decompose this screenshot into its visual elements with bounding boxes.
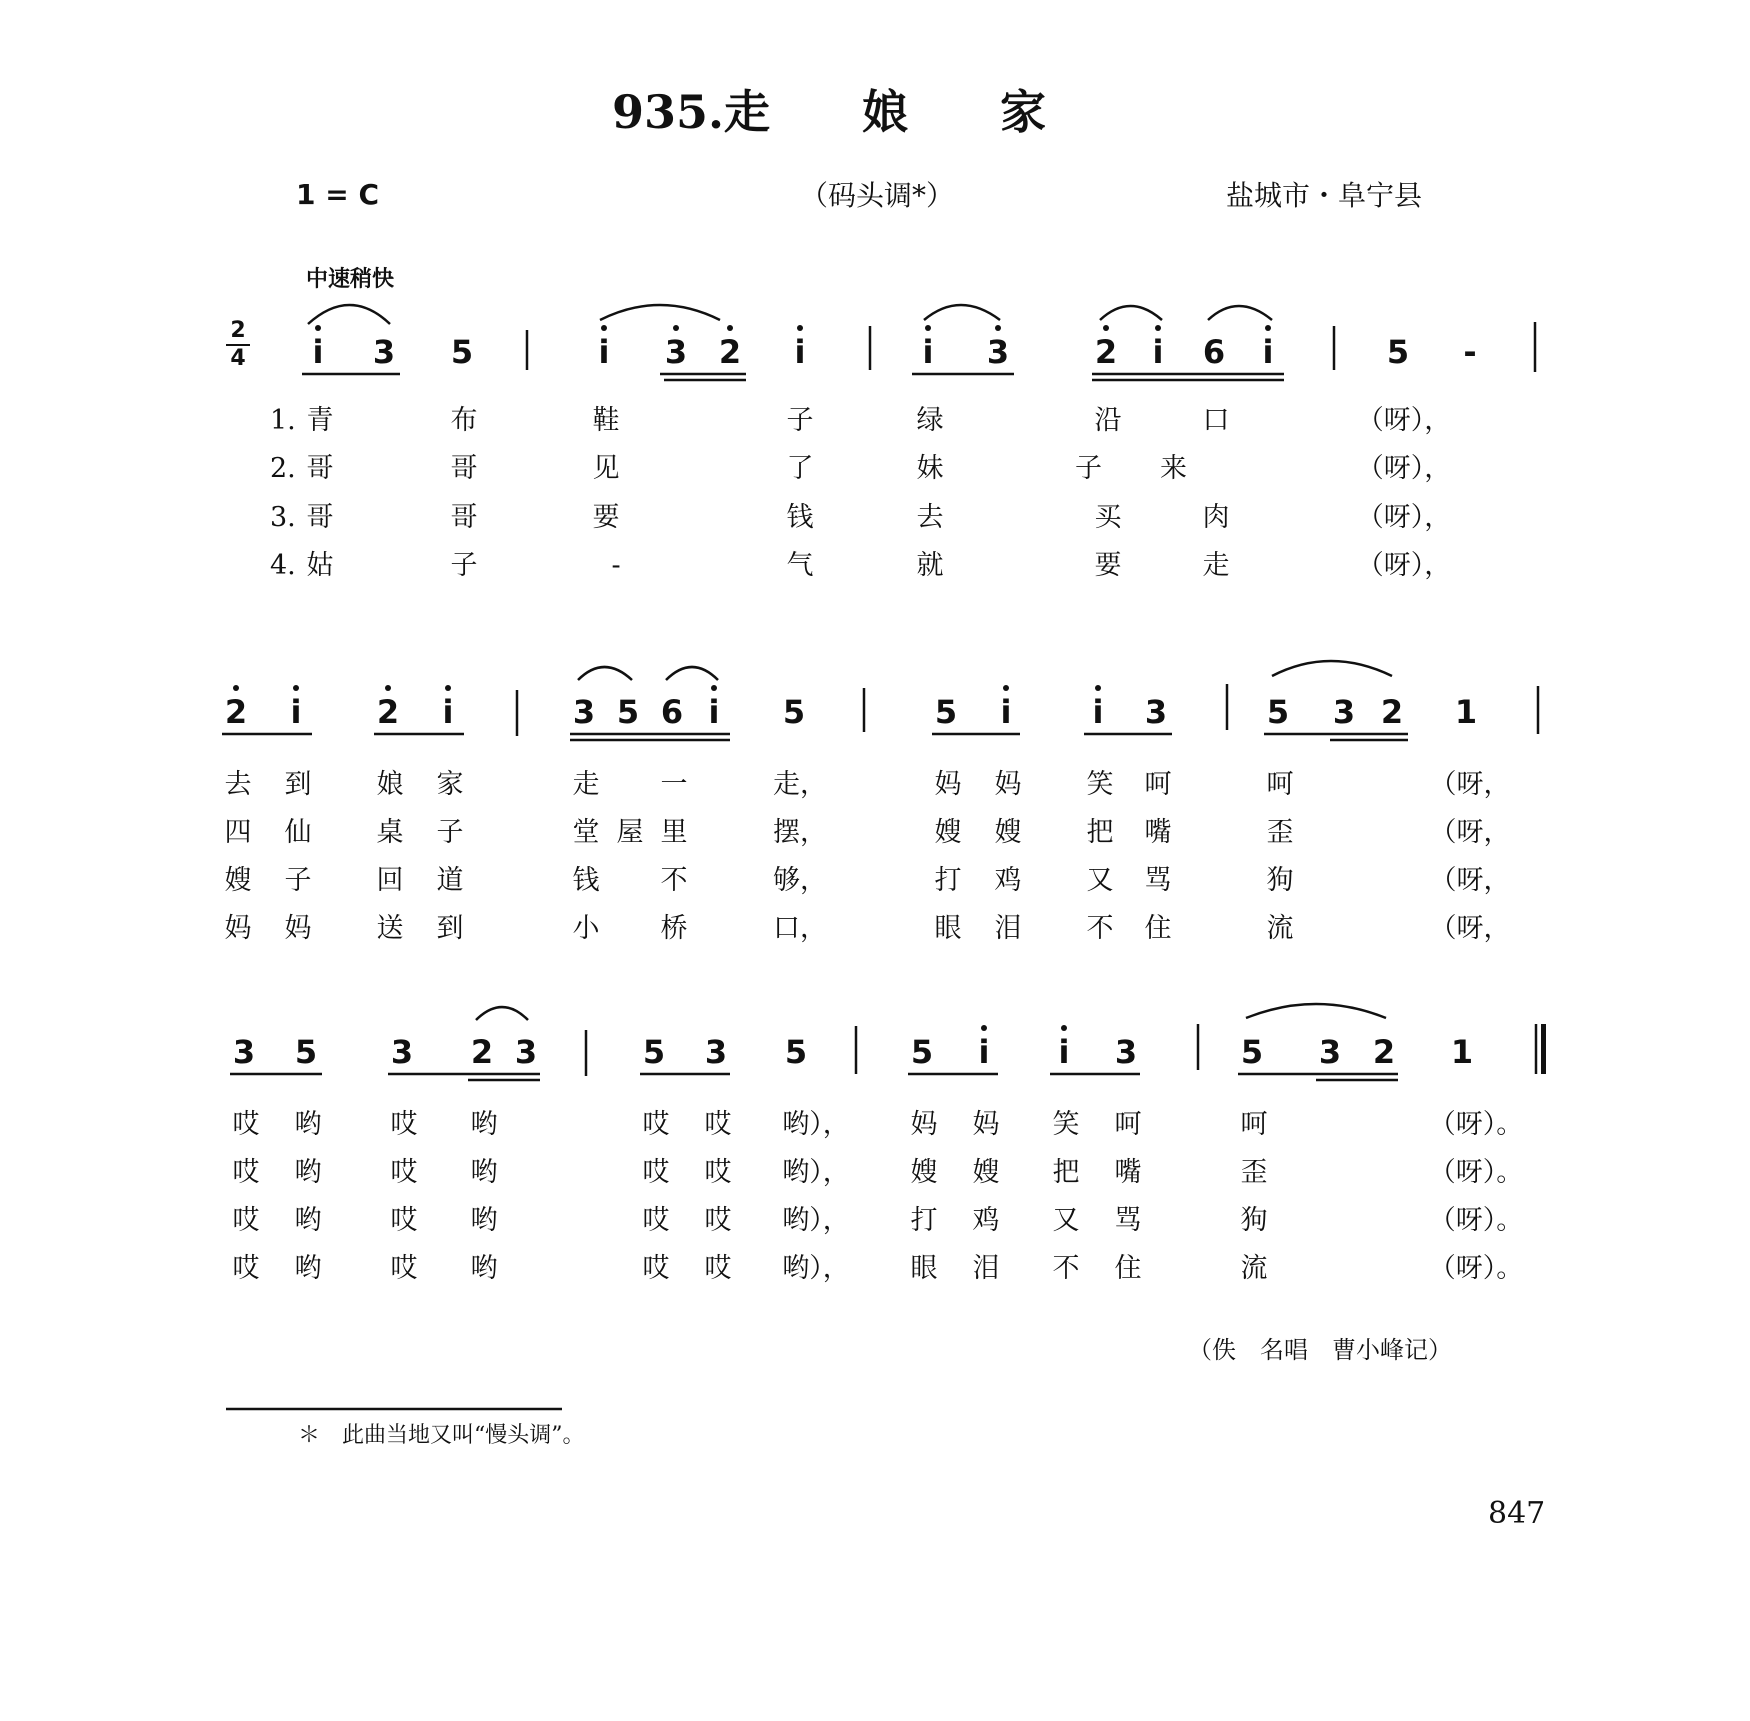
lyric: 仙	[284, 817, 312, 848]
lyric: 哎	[390, 1253, 418, 1284]
note: 5	[910, 1033, 934, 1071]
note: 5	[1240, 1033, 1264, 1071]
lyric: 妈	[224, 913, 252, 944]
note: i	[708, 693, 720, 731]
lyric: 姑	[306, 550, 334, 581]
lyric: 不	[1086, 913, 1114, 944]
octave-dot	[1265, 325, 1271, 331]
lyric: 哟	[294, 1109, 322, 1140]
note: 5	[934, 693, 958, 731]
lyric: 哎	[642, 1253, 670, 1284]
note: 3	[372, 333, 396, 371]
note: 3	[1114, 1033, 1138, 1071]
lyric: 哎	[232, 1109, 260, 1140]
lyric: 哟），	[782, 1157, 850, 1188]
lyric: 够，	[773, 865, 827, 896]
lyric: 哥	[450, 502, 478, 533]
lyric: 去	[224, 769, 252, 800]
lyric: 呵	[1144, 769, 1172, 800]
octave-dot	[601, 325, 607, 331]
lyric: 打	[934, 865, 962, 896]
lyric: （呀），	[1356, 550, 1452, 581]
lyric: 妈	[994, 769, 1022, 800]
lyric: 哟），	[782, 1109, 850, 1140]
lyric: 一	[660, 769, 688, 800]
subtitle: （码头调*）	[800, 179, 955, 212]
octave-dot	[1155, 325, 1161, 331]
lyric: 哥	[306, 453, 334, 484]
lyric: 哎	[642, 1157, 670, 1188]
lyric: 摆，	[773, 817, 827, 848]
note: 3	[1332, 693, 1356, 731]
note: 5	[784, 1033, 808, 1071]
lyric: （呀）。	[1428, 1253, 1524, 1284]
slur	[600, 305, 720, 320]
note: 5	[642, 1033, 666, 1071]
verse-label: 3.	[270, 502, 296, 533]
lyric: 子	[436, 817, 464, 848]
lyric: 布	[450, 405, 478, 436]
octave-dot	[1061, 1025, 1067, 1031]
lyric: 哎	[232, 1253, 260, 1284]
lyric: 走	[572, 769, 600, 800]
lyric: 走，	[773, 769, 827, 800]
lyric: 绿	[916, 405, 944, 436]
note: 3	[1318, 1033, 1342, 1071]
lyric: 家	[436, 769, 464, 800]
note: i	[442, 693, 454, 731]
note: i	[1000, 693, 1012, 731]
key-signature: 1 = C	[296, 178, 379, 211]
lyric: （呀，	[1429, 817, 1511, 848]
note: 5	[450, 333, 474, 371]
note: 1	[1454, 693, 1478, 731]
lyric: 歪	[1266, 817, 1294, 848]
octave-dot	[385, 685, 391, 691]
verse-label: 4.	[270, 550, 296, 581]
lyric: 送	[376, 913, 404, 944]
lyric: （呀，	[1429, 913, 1511, 944]
lyric: 青	[306, 405, 334, 436]
lyric: 里	[660, 817, 688, 848]
slur	[666, 667, 718, 680]
note: 3	[390, 1033, 414, 1071]
note: 5	[616, 693, 640, 731]
lyric: 要	[1094, 550, 1122, 581]
note: i	[794, 333, 806, 371]
lyric: 去	[916, 502, 944, 533]
octave-dot	[233, 685, 239, 691]
lyric: 哟	[470, 1205, 498, 1236]
note: 5	[782, 693, 806, 731]
footnote: ＊ 此曲当地又叫“慢头调”。	[298, 1423, 585, 1448]
credit: （佚 名唱 曹小峰记）	[1188, 1336, 1452, 1364]
note: 3	[572, 693, 596, 731]
lyric: 流	[1266, 913, 1294, 944]
lyric: 狗	[1266, 865, 1294, 896]
lyric: 堂	[572, 817, 600, 848]
note: i	[598, 333, 610, 371]
lyric: 哎	[390, 1157, 418, 1188]
lyric: 鸡	[994, 865, 1022, 896]
lyric: 哎	[704, 1205, 732, 1236]
note: -	[1463, 333, 1477, 371]
lyric: 呵	[1240, 1109, 1268, 1140]
lyric: 又	[1086, 865, 1114, 896]
lyric: 到	[436, 913, 464, 944]
lyric: 嫂	[910, 1157, 938, 1188]
octave-dot	[1003, 685, 1009, 691]
lyric: 哎	[642, 1109, 670, 1140]
lyric: 哎	[704, 1109, 732, 1140]
verse-label: 2.	[270, 453, 296, 484]
lyric: 口，	[773, 913, 827, 944]
lyric: 哎	[642, 1205, 670, 1236]
final-barline-thick	[1541, 1024, 1546, 1074]
octave-dot	[1103, 325, 1109, 331]
lyric: 泪	[972, 1253, 1000, 1284]
lyric: 哟	[470, 1157, 498, 1188]
octave-dot	[995, 325, 1001, 331]
verse-label: 1.	[270, 405, 296, 436]
note: i	[1262, 333, 1274, 371]
lyric: 哎	[704, 1157, 732, 1188]
note: 3	[514, 1033, 538, 1071]
note: i	[312, 333, 324, 371]
octave-dot	[925, 325, 931, 331]
octave-dot	[293, 685, 299, 691]
lyric: 桌	[376, 817, 404, 848]
lyric: 把	[1052, 1157, 1080, 1188]
octave-dot	[711, 685, 717, 691]
lyric: 哎	[232, 1157, 260, 1188]
lyric: （呀）。	[1428, 1109, 1524, 1140]
octave-dot	[315, 325, 321, 331]
page-number: 847	[1488, 1496, 1546, 1531]
note: 5	[1266, 693, 1290, 731]
lyric: 呵	[1114, 1109, 1142, 1140]
lyric: 子来	[1075, 453, 1245, 484]
slur	[308, 305, 390, 324]
lyric: 屋	[616, 817, 644, 848]
lyric: 骂	[1144, 865, 1172, 896]
lyric: （呀），	[1356, 405, 1452, 436]
lyric: 呵	[1266, 769, 1294, 800]
lyric: 嫂	[224, 865, 252, 896]
lyric: 妈	[972, 1109, 1000, 1140]
note: 2	[376, 693, 400, 731]
lyric: 不	[660, 865, 688, 896]
lyric: （呀）。	[1428, 1205, 1524, 1236]
lyric: （呀），	[1356, 502, 1452, 533]
lyric: 沿	[1094, 405, 1122, 436]
lyric: 住	[1114, 1253, 1142, 1284]
region: 盐城市・阜宁县	[1226, 179, 1423, 212]
lyric: 哟	[470, 1253, 498, 1284]
lyric: 见	[592, 453, 620, 484]
note: 2	[718, 333, 742, 371]
song-title: 935.走 娘 家	[612, 85, 1047, 139]
lyric: 哟），	[782, 1205, 850, 1236]
note: i	[1152, 333, 1164, 371]
lyric: 口	[1202, 405, 1230, 436]
lyric: 嘴	[1144, 817, 1172, 848]
lyric: 笑	[1052, 1109, 1080, 1140]
lyric: 桥	[660, 913, 688, 944]
lyric: 住	[1144, 913, 1172, 944]
note: i	[1058, 1033, 1070, 1071]
note: 5	[294, 1033, 318, 1071]
lyric: 泪	[994, 913, 1022, 944]
octave-dot	[673, 325, 679, 331]
slur	[578, 667, 632, 680]
lyric: 钱	[786, 502, 814, 533]
lyric: 鸡	[972, 1205, 1000, 1236]
lyric: 鞋	[592, 405, 620, 436]
lyric: 哥	[306, 502, 334, 533]
slur	[924, 305, 1000, 320]
lyric: 妈	[910, 1109, 938, 1140]
lyric: 眼	[934, 913, 962, 944]
lyric: 气	[786, 550, 814, 581]
note: 6	[660, 693, 684, 731]
lyric: 流	[1240, 1253, 1268, 1284]
lyric: 小	[572, 913, 600, 944]
lyric: 打	[910, 1205, 938, 1236]
time-signature-bottom: 4	[230, 346, 246, 371]
lyric: 哎	[390, 1205, 418, 1236]
lyric: 哟），	[782, 1253, 850, 1284]
note: i	[1092, 693, 1104, 731]
lyric: 了	[786, 453, 814, 484]
lyric: 妈	[934, 769, 962, 800]
slur	[1246, 1004, 1386, 1018]
lyric: 子	[786, 405, 814, 436]
note: 2	[1094, 333, 1118, 371]
slur	[1208, 306, 1272, 320]
note: 3	[1144, 693, 1168, 731]
note: 3	[986, 333, 1010, 371]
lyric: 哎	[704, 1253, 732, 1284]
lyric: 哎	[390, 1109, 418, 1140]
lyric: 妈	[284, 913, 312, 944]
note: i	[922, 333, 934, 371]
lyric: （呀）。	[1428, 1157, 1524, 1188]
octave-dot	[445, 685, 451, 691]
lyric: 肉	[1202, 502, 1230, 533]
lyric: 嫂	[994, 817, 1022, 848]
lyric: 买	[1094, 502, 1122, 533]
tempo-marking: 中速稍快	[306, 266, 395, 292]
lyric: 走	[1202, 550, 1230, 581]
note: 3	[704, 1033, 728, 1071]
lyric: 嘴	[1114, 1157, 1142, 1188]
lyric: 哎	[232, 1205, 260, 1236]
lyric: 嫂	[972, 1157, 1000, 1188]
lyric: 笑	[1086, 769, 1114, 800]
slur	[1272, 661, 1392, 676]
lyric: 又	[1052, 1205, 1080, 1236]
slur	[476, 1007, 528, 1020]
lyric: 到	[284, 769, 312, 800]
lyric: 眼	[910, 1253, 938, 1284]
octave-dot	[1095, 685, 1101, 691]
lyric: （呀，	[1429, 769, 1511, 800]
note: 2	[1380, 693, 1404, 731]
lyric: 不	[1052, 1253, 1080, 1284]
note: i	[290, 693, 302, 731]
lyric: 骂	[1114, 1205, 1142, 1236]
note: 3	[232, 1033, 256, 1071]
lyric: （呀），	[1356, 453, 1452, 484]
lyric: 嫂	[934, 817, 962, 848]
lyric: 子	[284, 865, 312, 896]
lyric: 回	[376, 865, 404, 896]
lyric: 钱	[572, 865, 600, 896]
octave-dot	[727, 325, 733, 331]
lyric: 狗	[1240, 1205, 1268, 1236]
note: 3	[664, 333, 688, 371]
lyric: 哟	[294, 1205, 322, 1236]
lyric: 哟	[294, 1253, 322, 1284]
note: i	[978, 1033, 990, 1071]
lyric: 妹	[916, 453, 944, 484]
lyric: 娘	[376, 769, 404, 800]
note: 5	[1386, 333, 1410, 371]
lyric: 哟	[294, 1157, 322, 1188]
lyric: （呀，	[1429, 865, 1511, 896]
note: 2	[1372, 1033, 1396, 1071]
octave-dot	[797, 325, 803, 331]
note: 6	[1202, 333, 1226, 371]
note: 2	[470, 1033, 494, 1071]
note: 1	[1450, 1033, 1474, 1071]
lyric: 就	[916, 550, 944, 581]
lyric: 四	[224, 817, 252, 848]
lyric: 道	[436, 865, 464, 896]
note: 2	[224, 693, 248, 731]
lyric: 哥	[450, 453, 478, 484]
lyric: 把	[1086, 817, 1114, 848]
lyric: 子	[450, 550, 478, 581]
lyric: -	[611, 550, 621, 581]
lyric: 歪	[1240, 1157, 1268, 1188]
octave-dot	[981, 1025, 987, 1031]
slur	[1100, 306, 1162, 320]
lyric: 要	[592, 502, 620, 533]
lyric: 哟	[470, 1109, 498, 1140]
time-signature-top: 2	[230, 318, 246, 343]
